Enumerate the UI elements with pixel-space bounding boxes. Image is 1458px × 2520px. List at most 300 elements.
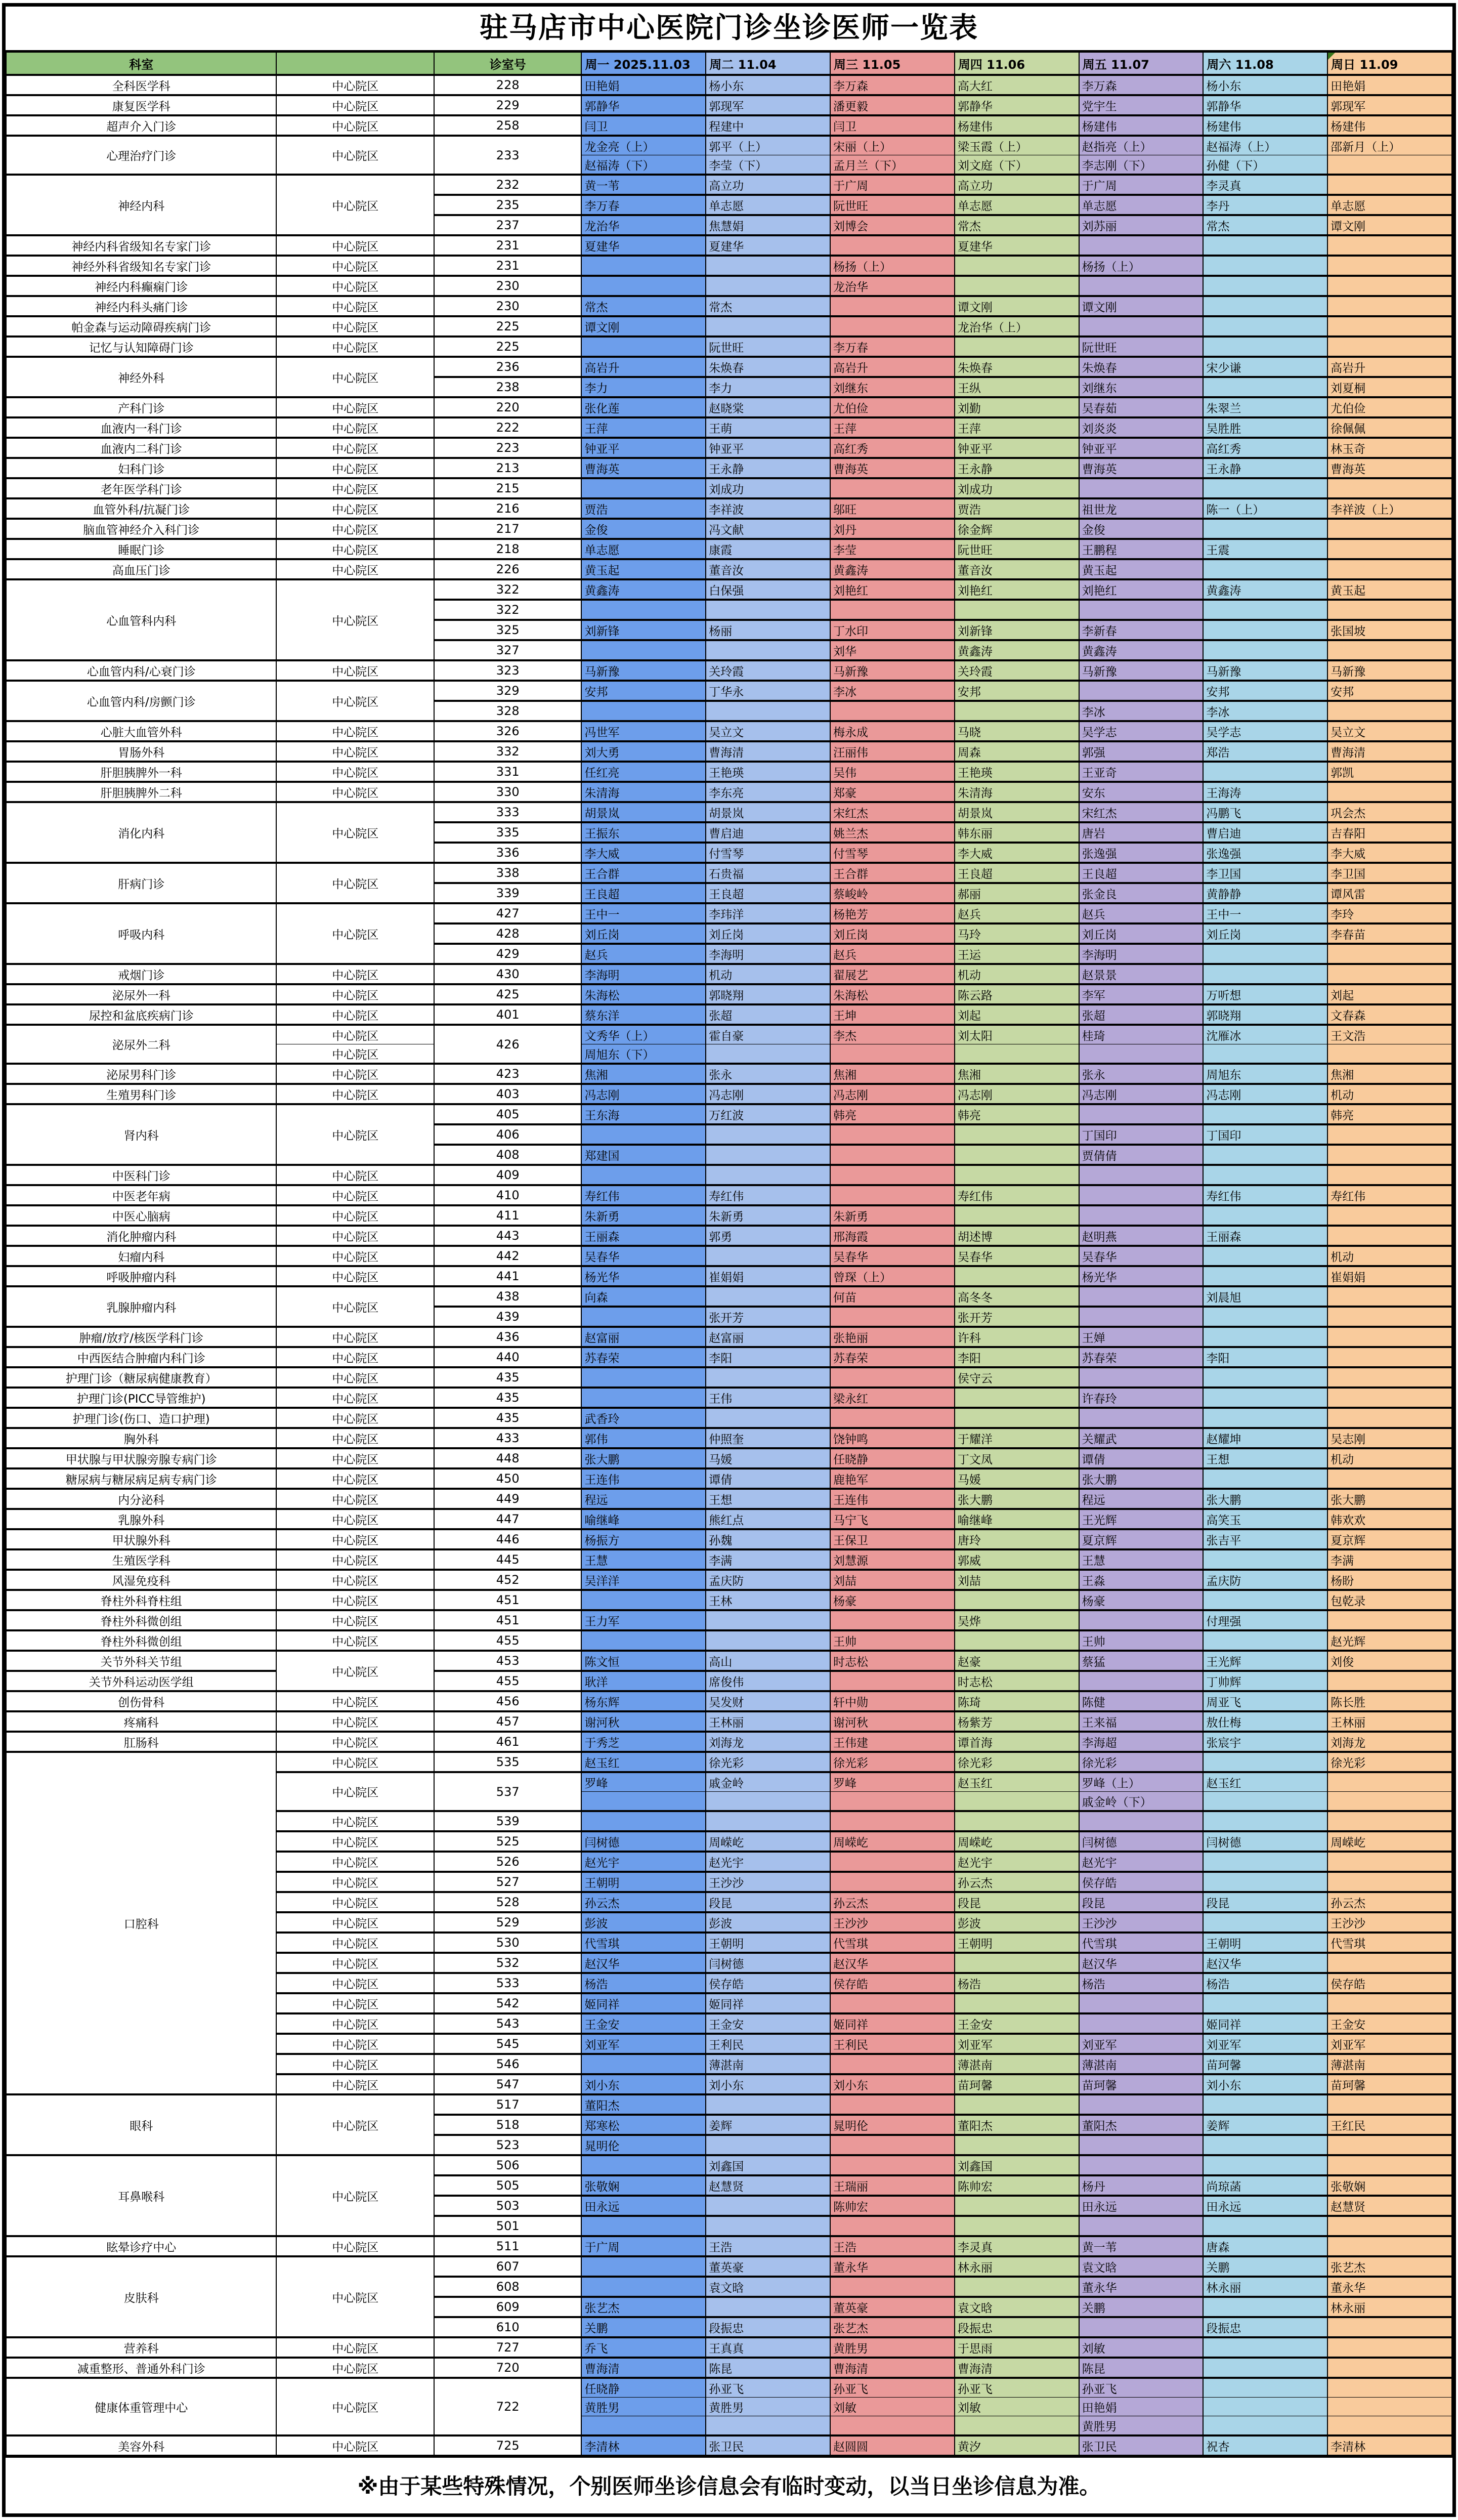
dept-cell: 脊柱外科微创组 [6, 1610, 276, 1630]
dept-cell: 神经外科 [6, 357, 276, 397]
day-cell: 机动 [1327, 1084, 1452, 1104]
day-cell [830, 1993, 955, 2013]
day-cell: 刘丘岗 [706, 923, 830, 944]
day-cell [706, 2196, 830, 2216]
room-cell: 451 [434, 1590, 582, 1610]
day-cell [1079, 2135, 1204, 2155]
campus-cell: 中心院区 [276, 1367, 434, 1388]
room-cell: 237 [434, 215, 582, 235]
day-cell [1079, 1205, 1204, 1226]
campus-cell: 中心院区 [276, 397, 434, 417]
campus-cell: 中心院区 [276, 1044, 434, 1064]
day-cell: 孙魏 [706, 1529, 830, 1549]
table-row [6, 681, 1452, 701]
room-cell: 527 [434, 1872, 582, 1892]
day-cell: 龙治华（上） [955, 316, 1079, 337]
day-cell [1203, 2155, 1327, 2175]
day-cell: 任红亮 [581, 762, 706, 782]
campus-cell: 中心院区 [276, 1327, 434, 1347]
day-cell [830, 701, 955, 721]
day-cell: 周旭东（下） [581, 1044, 706, 1064]
day-cell: 谭风雷 [1327, 883, 1452, 903]
day-cell [581, 640, 706, 660]
day-cell: 白保强 [706, 579, 830, 600]
day-cell: 刘丘岗 [581, 923, 706, 944]
campus-cell: 中心院区 [276, 417, 434, 438]
day-cell [1327, 155, 1452, 175]
day-cell [830, 1124, 955, 1145]
day-cell: 轩中勋 [830, 1691, 955, 1711]
dept-cell: 护理门诊（糖尿病健康教育） [6, 1367, 276, 1388]
day-cell: 王浩 [706, 2236, 830, 2256]
day-cell: 马媛 [706, 1448, 830, 1468]
room-cell: 525 [434, 1831, 582, 1852]
day-cell: 刘小东 [581, 2074, 706, 2094]
dept-cell: 中西医结合肿瘤内科门诊 [6, 1347, 276, 1367]
table-row [6, 397, 1452, 417]
day-cell: 郭静华 [1203, 95, 1327, 115]
campus-cell: 中心院区 [276, 2155, 434, 2236]
day-cell: 钟亚平 [581, 438, 706, 458]
day-cell: 韩欢欢 [1327, 1509, 1452, 1529]
day-cell: 张大鹏 [1079, 1468, 1204, 1489]
day-cell: 敖仕梅 [1203, 1711, 1327, 1732]
day-cell: 王良超 [955, 863, 1079, 883]
day-cell [1327, 276, 1452, 296]
day-cell: 戚金岭（下） [1079, 1792, 1204, 1812]
dept-cell: 戒烟门诊 [6, 964, 276, 984]
table-row [6, 296, 1452, 316]
day-cell [955, 2196, 1079, 2216]
room-cell: 222 [434, 417, 582, 438]
day-cell [955, 1408, 1079, 1428]
day-cell: 赵光宇 [706, 1852, 830, 1872]
day-cell [581, 2155, 706, 2175]
day-cell [1203, 559, 1327, 579]
dept-cell: 心脏大血管外科 [6, 721, 276, 741]
day-cell [830, 1185, 955, 1205]
dept-cell: 疼痛科 [6, 1711, 276, 1732]
room-cell: 545 [434, 2034, 582, 2054]
day-cell: 郭现军 [706, 95, 830, 115]
day-cell: 王亚奇 [1079, 762, 1204, 782]
day-cell: 董永华 [830, 2256, 955, 2277]
day-cell: 杨扬（上） [1079, 256, 1204, 276]
room-cell: 443 [434, 1226, 582, 1246]
day-cell: 赵玉红 [955, 1772, 1079, 1792]
room-cell: 542 [434, 1993, 582, 2013]
campus-cell: 中心院区 [276, 316, 434, 337]
day-cell: 杨光华 [581, 1266, 706, 1286]
day-cell [1203, 2135, 1327, 2155]
day-cell: 黄胜男 [706, 2398, 830, 2416]
room-cell: 333 [434, 802, 582, 822]
room-cell: 518 [434, 2115, 582, 2135]
table-row [6, 741, 1452, 762]
day-cell: 王永静 [1203, 458, 1327, 478]
day-cell: 薄湛南 [1327, 2054, 1452, 2074]
day-cell [830, 1165, 955, 1185]
day-cell: 于广周 [1079, 175, 1204, 195]
day-cell [1327, 1408, 1452, 1428]
day-cell: 赵光宇 [955, 1852, 1079, 1872]
day-cell: 罗峰（上） [1079, 1772, 1204, 1792]
day-cell: 薄湛南 [955, 2054, 1079, 2074]
day-cell: 韩亮 [955, 1104, 1079, 1124]
day-cell: 吴春华 [581, 1246, 706, 1266]
day-cell: 杨建伟 [955, 115, 1079, 136]
day-cell: 王金安 [955, 2013, 1079, 2034]
table-row [6, 478, 1452, 498]
day-cell [1079, 1307, 1204, 1327]
day-cell: 程远 [1079, 1489, 1204, 1509]
day-cell: 王帅 [1079, 1630, 1204, 1651]
day-cell: 段振忠 [706, 2317, 830, 2337]
dept-cell: 糖尿病与糖尿病足病专病门诊 [6, 1468, 276, 1489]
day-cell: 田艳娟 [581, 75, 706, 95]
day-cell [1203, 1408, 1327, 1428]
day-cell: 张吉平 [1203, 1529, 1327, 1549]
day-cell [1327, 2094, 1452, 2115]
day-cell: 闫树德 [1203, 1831, 1327, 1852]
day-cell: 贾浩 [955, 498, 1079, 519]
table-row [6, 802, 1452, 822]
day-cell: 杨东辉 [581, 1691, 706, 1711]
day-cell: 李力 [581, 377, 706, 397]
day-cell [1203, 762, 1327, 782]
day-cell: 董英豪 [830, 2297, 955, 2317]
day-cell: 谭首海 [955, 1732, 1079, 1752]
day-cell [1327, 478, 1452, 498]
dept-cell: 生殖医学科 [6, 1549, 276, 1570]
day-cell: 张大鹏 [1327, 1489, 1452, 1509]
day-cell: 郑浩 [1203, 741, 1327, 762]
table-row [6, 579, 1452, 600]
campus-cell: 中心院区 [276, 296, 434, 316]
day-cell: 张艳丽 [830, 1327, 955, 1347]
campus-cell: 中心院区 [276, 1570, 434, 1590]
dept-cell: 风湿免疫科 [6, 1570, 276, 1590]
header-day-2: 周二 11.04 [706, 52, 830, 75]
day-cell: 丁文凤 [955, 1448, 1079, 1468]
day-cell: 王帅 [830, 1630, 955, 1651]
room-cell: 457 [434, 1711, 582, 1732]
day-cell: 赵慧贤 [706, 2175, 830, 2196]
dept-cell: 中医心脑病 [6, 1205, 276, 1226]
day-cell: 李满 [706, 1549, 830, 1570]
room-cell: 332 [434, 741, 582, 762]
day-cell [1327, 2216, 1452, 2236]
day-cell: 杨艳芳 [830, 903, 955, 923]
day-cell: 李祥波（上） [1327, 498, 1452, 519]
room-cell: 229 [434, 95, 582, 115]
day-cell: 徐光彩 [830, 1752, 955, 1772]
dept-cell: 消化内科 [6, 802, 276, 863]
dept-cell: 血管外科/抗凝门诊 [6, 498, 276, 519]
day-cell: 蔡猛 [1079, 1651, 1204, 1671]
day-cell: 刘勤 [955, 397, 1079, 417]
campus-cell: 中心院区 [276, 136, 434, 175]
day-cell: 冯志刚 [830, 1084, 955, 1104]
day-cell [1079, 2013, 1204, 2034]
day-cell: 韩亮 [830, 1104, 955, 1124]
day-cell [1203, 1266, 1327, 1286]
day-cell [706, 1124, 830, 1145]
day-cell [581, 701, 706, 721]
day-cell [1327, 1953, 1452, 1973]
room-cell: 529 [434, 1912, 582, 1933]
table-row [6, 1004, 1452, 1025]
day-cell [1327, 2378, 1452, 2398]
dept-cell: 胃肠外科 [6, 741, 276, 762]
day-cell: 冯世军 [581, 721, 706, 741]
day-cell: 刘敏 [955, 2398, 1079, 2416]
day-cell: 黄鑫涛 [581, 579, 706, 600]
campus-cell: 中心院区 [276, 1852, 434, 1872]
campus-cell: 中心院区 [276, 2054, 434, 2074]
day-cell [1203, 1367, 1327, 1388]
dept-cell: 营养科 [6, 2337, 276, 2358]
day-cell: 王想 [1203, 1448, 1327, 1468]
day-cell: 冯鹏飞 [1203, 802, 1327, 822]
day-cell: 夏建华 [581, 235, 706, 256]
day-cell [830, 1671, 955, 1691]
day-cell [706, 276, 830, 296]
dept-cell: 泌尿外一科 [6, 984, 276, 1004]
dept-cell: 心血管内科/房颤门诊 [6, 681, 276, 721]
campus-cell: 中心院区 [276, 1651, 434, 1691]
day-cell [830, 1872, 955, 1892]
day-cell: 桂琦 [1079, 1025, 1204, 1044]
campus-cell: 中心院区 [276, 762, 434, 782]
day-cell: 田艳娟 [1079, 2398, 1204, 2416]
day-cell: 金俊 [1079, 519, 1204, 539]
day-cell: 尚琼菡 [1203, 2175, 1327, 2196]
day-cell: 吴烨 [955, 1610, 1079, 1630]
day-cell [955, 337, 1079, 357]
day-cell [830, 2216, 955, 2236]
day-cell [1327, 1872, 1452, 1892]
room-cell: 401 [434, 1004, 582, 1025]
table-row [6, 539, 1452, 559]
day-cell: 翟展艺 [830, 964, 955, 984]
day-cell: 李玲 [1327, 903, 1452, 923]
day-cell: 张大鹏 [581, 1448, 706, 1468]
day-cell: 谢河秋 [581, 1711, 706, 1732]
room-cell: 533 [434, 1973, 582, 1993]
room-cell: 455 [434, 1671, 582, 1691]
room-cell: 331 [434, 762, 582, 782]
day-cell [955, 2135, 1079, 2155]
day-cell: 王保卫 [830, 1529, 955, 1549]
day-cell [1327, 1286, 1452, 1307]
dept-cell: 老年医学科门诊 [6, 478, 276, 498]
day-cell [1203, 1590, 1327, 1610]
room-cell: 216 [434, 498, 582, 519]
day-cell: 刘敏 [830, 2398, 955, 2416]
room-cell: 446 [434, 1529, 582, 1549]
day-cell: 冯志刚 [1203, 1084, 1327, 1104]
day-cell: 侯存皓 [1079, 1872, 1204, 1892]
day-cell: 单志愿 [1327, 195, 1452, 215]
day-cell: 崔娟娟 [706, 1266, 830, 1286]
day-cell [1203, 2337, 1327, 2358]
day-cell: 李万春 [830, 337, 955, 357]
day-cell: 刘夏桐 [1327, 377, 1452, 397]
day-cell: 陈云路 [955, 984, 1079, 1004]
day-cell: 杨豪 [1079, 1590, 1204, 1610]
day-cell: 吴志刚 [1327, 1428, 1452, 1448]
day-cell: 刘敏 [1079, 2337, 1204, 2358]
day-cell [830, 1852, 955, 1872]
day-cell: 高红秀 [1203, 438, 1327, 458]
table-row [6, 136, 1452, 155]
day-cell: 杨光华 [1079, 1266, 1204, 1286]
day-cell: 王朝明 [955, 1933, 1079, 1953]
campus-cell: 中心院区 [276, 1004, 434, 1025]
room-cell: 232 [434, 175, 582, 195]
day-cell: 刘炎炎 [1079, 417, 1204, 438]
campus-cell: 中心院区 [276, 1953, 434, 1973]
day-cell [955, 1145, 1079, 1165]
day-cell: 王金安 [581, 2013, 706, 2034]
day-cell: 杨丽 [706, 620, 830, 640]
day-cell [581, 1792, 706, 1812]
day-cell [955, 1792, 1079, 1812]
day-cell: 谭文刚 [955, 296, 1079, 316]
day-cell [1203, 1993, 1327, 2013]
day-cell [581, 337, 706, 357]
day-cell: 机动 [955, 964, 1079, 984]
day-cell: 赵富丽 [706, 1327, 830, 1347]
day-cell: 黄胜男 [581, 2398, 706, 2416]
day-cell: 刘华 [830, 640, 955, 660]
day-cell: 王振东 [581, 822, 706, 843]
day-cell: 于秀芝 [581, 1732, 706, 1752]
day-cell: 代雪琪 [581, 1933, 706, 1953]
day-cell: 邵新月（上） [1327, 136, 1452, 155]
day-cell [955, 1165, 1079, 1185]
dept-cell: 胸外科 [6, 1428, 276, 1448]
day-cell: 王林 [706, 1590, 830, 1610]
day-cell: 李冰 [830, 681, 955, 701]
campus-cell: 中心院区 [276, 1691, 434, 1711]
day-cell: 王力军 [581, 1610, 706, 1630]
day-cell: 李东亮 [706, 782, 830, 802]
dept-cell: 超声介入门诊 [6, 115, 276, 136]
table-row [6, 1468, 1452, 1489]
day-cell: 谭倩 [1079, 1448, 1204, 1468]
day-cell [1203, 1145, 1327, 1165]
day-cell: 朱海松 [830, 984, 955, 1004]
day-cell: 陈长胜 [1327, 1691, 1452, 1711]
day-cell: 高山 [706, 1651, 830, 1671]
table-row [6, 1266, 1452, 1286]
day-cell: 李万森 [830, 75, 955, 95]
day-cell: 李祥波 [706, 498, 830, 519]
day-cell: 陈帅宏 [955, 2175, 1079, 2196]
day-cell: 张宸宇 [1203, 1732, 1327, 1752]
day-cell [1203, 944, 1327, 964]
day-cell [1079, 1671, 1204, 1691]
campus-cell: 中心院区 [276, 235, 434, 256]
room-cell: 537 [434, 1772, 582, 1811]
table-row [6, 1529, 1452, 1549]
day-cell: 郭威 [955, 1549, 1079, 1570]
day-cell [1203, 1912, 1327, 1933]
day-cell: 王沙沙 [706, 1872, 830, 1892]
room-cell: 236 [434, 357, 582, 377]
day-cell: 邬旺 [830, 498, 955, 519]
day-cell [1327, 1468, 1452, 1489]
room-cell: 325 [434, 620, 582, 640]
day-cell: 耿洋 [581, 1671, 706, 1691]
day-cell: 李海超 [1079, 1732, 1204, 1752]
campus-cell: 中心院区 [276, 1185, 434, 1205]
day-cell [706, 1044, 830, 1064]
day-cell [1203, 2378, 1327, 2398]
dept-cell: 康复医学科 [6, 95, 276, 115]
day-cell: 张艺杰 [1327, 2256, 1452, 2277]
day-cell: 郝丽 [955, 883, 1079, 903]
day-cell: 石贵福 [706, 863, 830, 883]
day-cell [830, 1610, 955, 1630]
dept-cell: 护理门诊(PICC导管维护) [6, 1388, 276, 1408]
dept-cell: 睡眠门诊 [6, 539, 276, 559]
day-cell [955, 600, 1079, 620]
day-cell: 王东海 [581, 1104, 706, 1124]
day-cell [1203, 1468, 1327, 1489]
day-cell [581, 1165, 706, 1185]
campus-cell: 中心院区 [276, 337, 434, 357]
table-row [6, 1590, 1452, 1610]
day-cell: 闫树德 [1079, 1831, 1204, 1852]
campus-cell: 中心院区 [276, 1590, 434, 1610]
dept-cell: 脊柱外科脊柱组 [6, 1590, 276, 1610]
day-cell: 胡景岚 [955, 802, 1079, 822]
day-cell [1327, 1852, 1452, 1872]
day-cell: 刘亚军 [1079, 2034, 1204, 2054]
day-cell: 杨小东 [706, 75, 830, 95]
day-cell: 张国坡 [1327, 620, 1452, 640]
day-cell: 张化莲 [581, 397, 706, 417]
corner-mark-icon [1328, 53, 1335, 60]
room-cell: 435 [434, 1408, 582, 1428]
day-cell [830, 1145, 955, 1165]
day-cell: 王纵 [955, 377, 1079, 397]
table-row [6, 1246, 1452, 1266]
day-cell: 周旭东 [1203, 1064, 1327, 1084]
day-cell: 常杰 [955, 215, 1079, 235]
table-row [6, 498, 1452, 519]
day-cell: 关鹏 [581, 2317, 706, 2337]
day-cell: 刘艳红 [830, 579, 955, 600]
day-cell [1203, 640, 1327, 660]
day-cell: 赵圆圆 [830, 2435, 955, 2455]
room-cell: 532 [434, 1953, 582, 1973]
day-cell [581, 256, 706, 276]
day-cell: 韩亮 [1327, 1104, 1452, 1124]
table-row [6, 2256, 1452, 2277]
day-cell: 李军 [1079, 984, 1204, 1004]
day-cell: 高笑玉 [1203, 1509, 1327, 1529]
day-cell [706, 316, 830, 337]
table-header [6, 52, 1452, 75]
day-cell: 郑豪 [830, 782, 955, 802]
day-cell: 赵明燕 [1079, 1226, 1204, 1246]
header-campus [276, 52, 434, 75]
day-cell: 刘艳红 [955, 579, 1079, 600]
